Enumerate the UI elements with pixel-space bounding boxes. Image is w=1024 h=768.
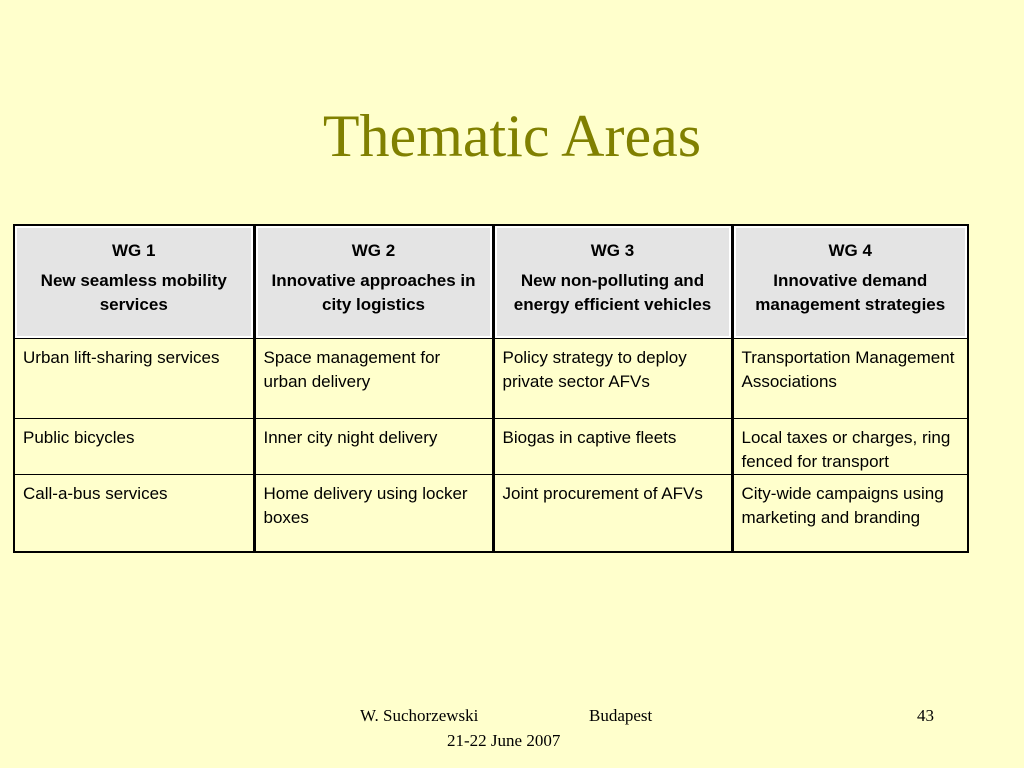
table-cell: Transportation Management Associations — [732, 339, 967, 419]
thematic-areas-table — [13, 224, 969, 553]
table-grid — [15, 226, 967, 552]
header-cell-wg2 — [254, 226, 493, 339]
header-theme-name: Innovative approaches in city logistics — [271, 271, 476, 314]
table-cell: Space management for urban delivery — [254, 339, 493, 419]
header-wg-label: WG 3 — [590, 241, 635, 260]
header-theme-name: Innovative demand management strategies — [755, 271, 946, 314]
footer-date: 21-22 June 2007 — [447, 731, 561, 750]
table-cell: Local taxes or charges, ring fenced for transport — [732, 419, 967, 475]
header-cell-wg4 — [732, 226, 967, 339]
footer-author: W. Suchorzewski — [360, 706, 479, 725]
table-row — [15, 475, 967, 552]
table-cell: Public bicycles — [15, 419, 254, 475]
header-wg-label: WG 2 — [351, 241, 396, 260]
slide-title: Thematic Areas — [322, 103, 702, 169]
table-cell: City-wide campaigns using marketing and branding — [732, 475, 967, 552]
table-cell: Biogas in captive fleets — [493, 419, 732, 475]
header-wg-label: WG 4 — [828, 241, 872, 260]
table-header-row — [15, 226, 967, 339]
table-cell: Home delivery using locker boxes — [254, 475, 493, 552]
header-cell-wg1 — [15, 226, 254, 339]
table-row — [15, 419, 967, 475]
footer-place: Budapest — [589, 706, 653, 725]
header-theme-name: New seamless mobility services — [40, 271, 227, 314]
table-cell: Inner city night delivery — [254, 419, 493, 475]
table-row — [15, 339, 967, 419]
table-cell: Policy strategy to deploy private sector AFVs — [493, 339, 732, 419]
table-cell: Urban lift-sharing services — [15, 339, 254, 419]
header-theme-name: New non-polluting and energy efficient vehicles — [513, 271, 712, 314]
header-wg-label: WG 1 — [112, 241, 156, 260]
slide-number: 43 — [917, 706, 934, 725]
table-cell: Call-a-bus services — [15, 475, 254, 552]
table-cell: Joint procurement of AFVs — [493, 475, 732, 552]
header-cell-wg3 — [493, 226, 732, 339]
